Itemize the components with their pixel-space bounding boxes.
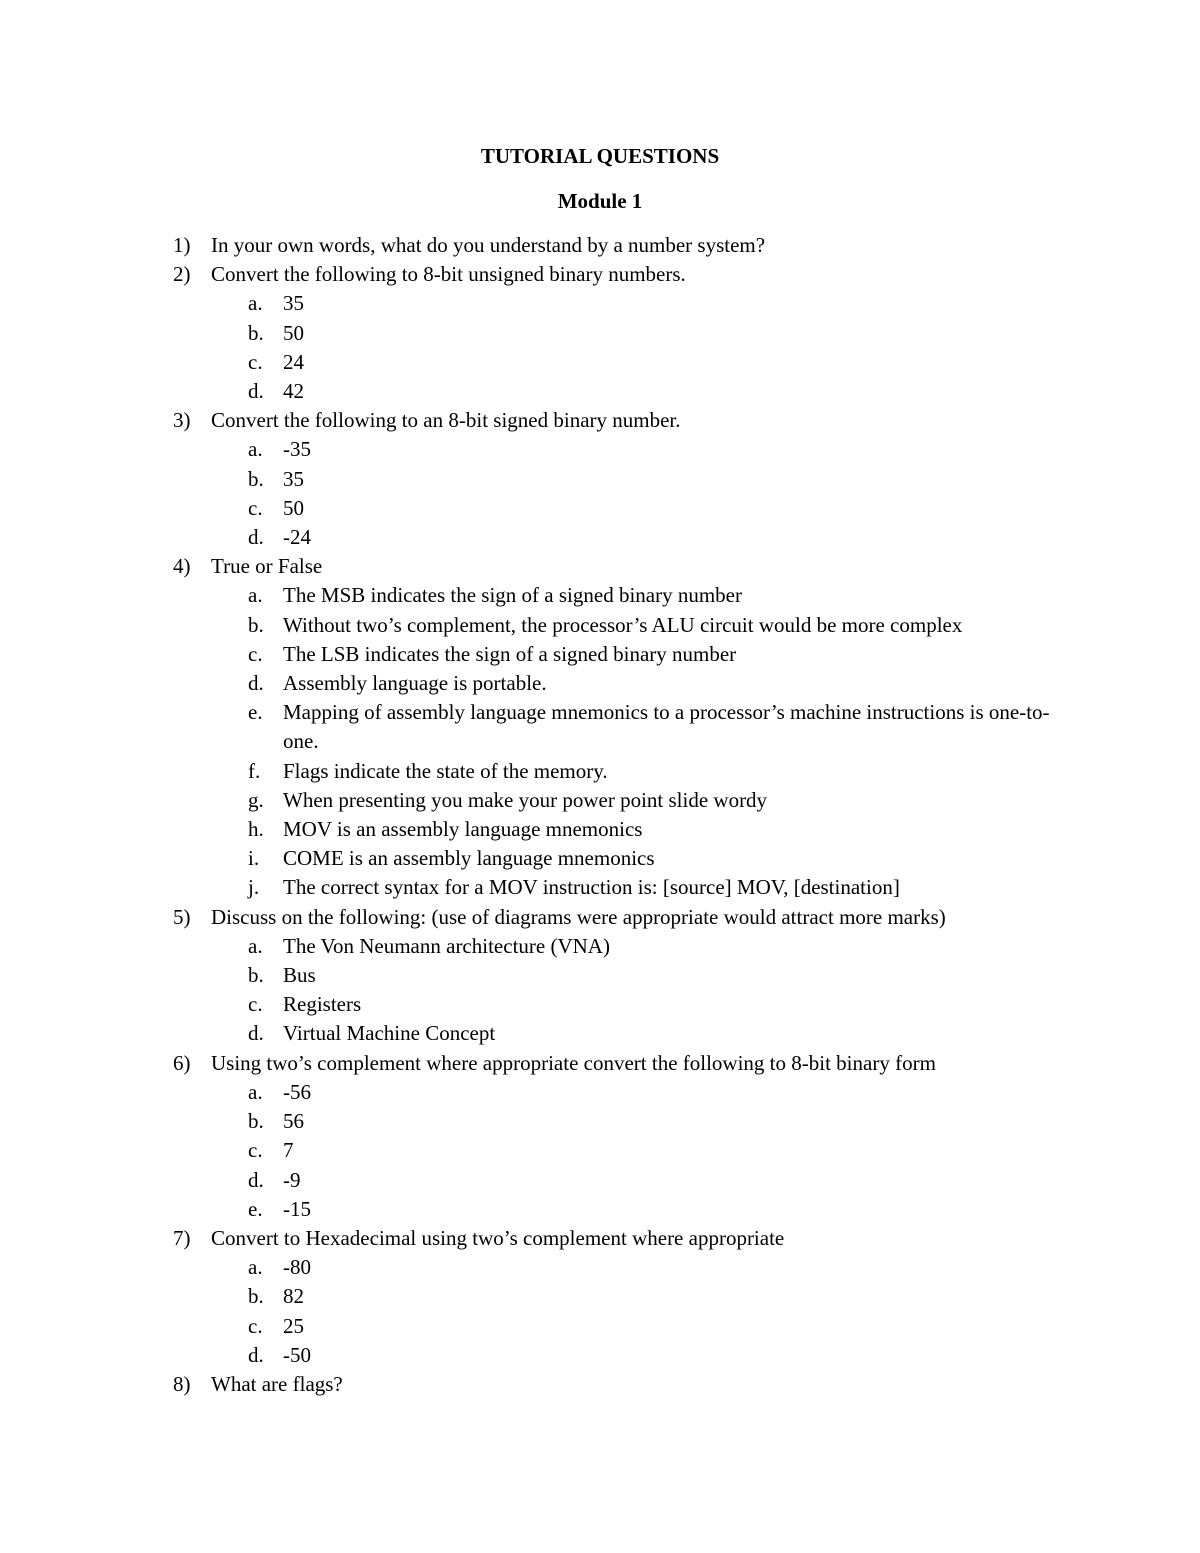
sub-question-item xyxy=(0,435,1200,464)
question-text: Using two’s complement where appropriate convert the following to 8-bit binary form xyxy=(211,1050,936,1075)
sub-question-letter: c. xyxy=(248,641,263,666)
sub-question-letter: e. xyxy=(248,1196,263,1221)
sub-question-text: 7 xyxy=(283,1138,294,1163)
question-text: Convert to Hexadecimal using two’s complement where appropriate xyxy=(211,1225,785,1250)
sub-question-letter: e. xyxy=(248,700,263,725)
sub-question-text: The LSB indicates the sign of a signed binary number xyxy=(283,641,737,666)
sub-question-item xyxy=(0,348,1200,377)
question-number: 7) xyxy=(173,1225,191,1250)
sub-question-letter: c. xyxy=(248,495,263,520)
sub-question-letter: i. xyxy=(248,846,260,871)
sub-question-letter: b. xyxy=(248,320,264,345)
sub-question-text: The correct syntax for a MOV instruction is: [source] MOV, [destination] xyxy=(283,875,900,900)
sub-question-letter: f. xyxy=(248,758,261,783)
sub-question-item xyxy=(0,611,1200,640)
sub-question-text: COME is an assembly language mnemonics xyxy=(283,846,655,871)
sub-question-letter: a. xyxy=(248,933,263,958)
sub-question-text: 42 xyxy=(283,379,304,404)
question-item xyxy=(0,1224,1200,1253)
sub-question-letter: a. xyxy=(248,1079,263,1104)
sub-question-text: The Von Neumann architecture (VNA) xyxy=(283,933,610,958)
question-text: What are flags? xyxy=(211,1371,343,1396)
sub-question-text: When presenting you make your power point slide wordy xyxy=(283,787,768,812)
question-number: 3) xyxy=(173,408,191,433)
question-number: 2) xyxy=(173,262,191,287)
sub-question-text: Virtual Machine Concept xyxy=(283,1021,496,1046)
sub-question-letter: d. xyxy=(248,1021,264,1046)
sub-question-text: 50 xyxy=(283,320,304,345)
sub-question-item xyxy=(0,698,1200,756)
sub-question-item xyxy=(0,844,1200,873)
sub-question-text: Registers xyxy=(283,992,362,1017)
sub-question-letter: d. xyxy=(248,1167,264,1192)
question-item xyxy=(0,903,1200,932)
sub-question-letter: g. xyxy=(248,787,264,812)
sub-question-item xyxy=(0,1341,1200,1370)
sub-question-letter: c. xyxy=(248,1313,263,1338)
question-number: 8) xyxy=(173,1371,191,1396)
sub-question-text: -9 xyxy=(283,1167,301,1192)
sub-question-item xyxy=(0,961,1200,990)
sub-question-text: 50 xyxy=(283,495,304,520)
sub-question-text: -24 xyxy=(283,525,311,550)
question-text: True or False xyxy=(211,554,323,579)
sub-question-item xyxy=(0,873,1200,902)
sub-question-item xyxy=(0,1312,1200,1341)
sub-question-item xyxy=(0,757,1200,786)
sub-question-item xyxy=(0,932,1200,961)
sub-question-text: -15 xyxy=(283,1196,311,1221)
sub-question-text: 24 xyxy=(283,349,304,374)
sub-question-letter: b. xyxy=(248,466,264,491)
sub-question-letter: a. xyxy=(248,1255,263,1280)
sub-question-letter: j. xyxy=(248,875,260,900)
sub-question-text: 25 xyxy=(283,1313,304,1338)
sub-question-item xyxy=(0,1253,1200,1282)
question-item xyxy=(0,552,1200,581)
sub-question-letter: a. xyxy=(248,291,263,316)
sub-question-item xyxy=(0,319,1200,348)
question-text: Convert the following to 8-bit unsigned binary numbers. xyxy=(211,262,686,287)
question-text: Discuss on the following: (use of diagrams were appropriate would attract more marks) xyxy=(211,904,946,929)
sub-question-item xyxy=(0,1107,1200,1136)
sub-question-letter: c. xyxy=(248,1138,263,1163)
sub-question-text: Bus xyxy=(283,963,316,988)
sub-question-letter: d. xyxy=(248,671,264,696)
sub-question-text: 56 xyxy=(283,1109,304,1134)
sub-question-text: The MSB indicates the sign of a signed binary number xyxy=(283,583,742,608)
sub-question-letter: a. xyxy=(248,583,263,608)
sub-question-text: Mapping of assembly language mnemonics to a processor’s machine instructions is one-to-one. xyxy=(283,700,1050,754)
sub-question-text: Assembly language is portable. xyxy=(283,671,547,696)
sub-question-item xyxy=(0,1195,1200,1224)
sub-question-text: 35 xyxy=(283,291,304,316)
sub-question-item xyxy=(0,377,1200,406)
sub-question-item xyxy=(0,815,1200,844)
sub-question-text: Flags indicate the state of the memory. xyxy=(283,758,608,783)
question-number: 5) xyxy=(173,904,191,929)
sub-question-item xyxy=(0,581,1200,610)
sub-question-item xyxy=(0,465,1200,494)
sub-question-text: -56 xyxy=(283,1079,311,1104)
sub-question-letter: h. xyxy=(248,817,264,842)
sub-question-item xyxy=(0,786,1200,815)
question-item xyxy=(0,260,1200,289)
sub-question-item xyxy=(0,1282,1200,1311)
sub-question-letter: a. xyxy=(248,437,263,462)
question-number: 1) xyxy=(173,233,191,257)
sub-question-letter: b. xyxy=(248,963,264,988)
sub-question-letter: d. xyxy=(248,525,264,550)
question-text: Convert the following to an 8-bit signed binary number. xyxy=(211,408,681,433)
sub-question-item xyxy=(0,523,1200,552)
sub-question-item xyxy=(0,1019,1200,1048)
question-number: 4) xyxy=(173,554,191,579)
sub-question-item xyxy=(0,990,1200,1019)
question-text: In your own words, what do you understand by a number system? xyxy=(211,233,766,257)
question-item xyxy=(0,1049,1200,1078)
question-item xyxy=(0,406,1200,435)
page-title: TUTORIAL QUESTIONS xyxy=(480,144,720,168)
question-number: 6) xyxy=(173,1050,191,1075)
sub-question-letter: b. xyxy=(248,1284,264,1309)
question-item xyxy=(0,231,1200,260)
sub-question-item xyxy=(0,1078,1200,1107)
sub-question-text: -35 xyxy=(283,437,311,462)
module-heading: Module 1 xyxy=(557,189,643,213)
sub-question-letter: b. xyxy=(248,1109,264,1134)
sub-question-letter: c. xyxy=(248,992,263,1017)
sub-question-text: 82 xyxy=(283,1284,304,1309)
sub-question-item xyxy=(0,494,1200,523)
question-item xyxy=(0,1370,1200,1399)
sub-question-letter: b. xyxy=(248,612,264,637)
sub-question-text: -80 xyxy=(283,1255,311,1280)
sub-question-item xyxy=(0,289,1200,318)
sub-question-item xyxy=(0,1166,1200,1195)
sub-question-text: MOV is an assembly language mnemonics xyxy=(283,817,643,842)
sub-question-letter: d. xyxy=(248,1342,264,1367)
sub-question-item xyxy=(0,640,1200,669)
sub-question-item xyxy=(0,669,1200,698)
sub-question-text: Without two’s complement, the processor’s ALU circuit would be more complex xyxy=(283,612,963,637)
sub-question-text: -50 xyxy=(283,1342,311,1367)
sub-question-text: 35 xyxy=(283,466,304,491)
sub-question-letter: d. xyxy=(248,379,264,404)
question-list xyxy=(0,231,1200,1399)
sub-question-letter: c. xyxy=(248,349,263,374)
sub-question-item xyxy=(0,1136,1200,1165)
